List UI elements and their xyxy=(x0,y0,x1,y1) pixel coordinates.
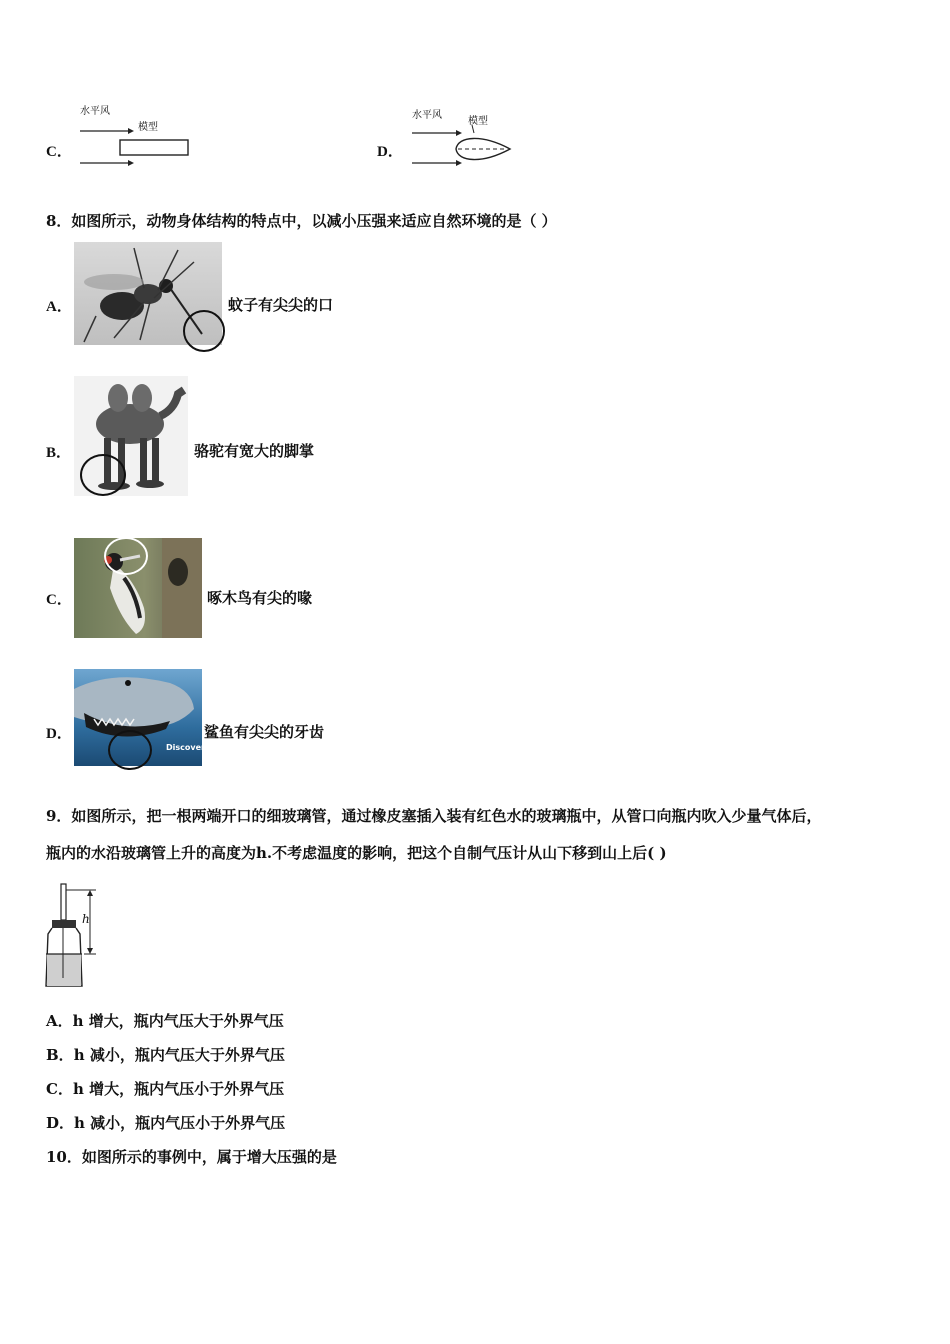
q8-option-b-letter: B． xyxy=(46,445,72,461)
highlight-circle xyxy=(104,537,148,575)
q7-option-c-figure xyxy=(74,100,204,170)
q9-option-c xyxy=(46,1079,284,1099)
q9-option-b-text: h 减小，瓶内气压大于外界气压 xyxy=(73,1046,285,1064)
highlight-circle xyxy=(108,730,152,770)
barometer-diagram xyxy=(42,882,106,990)
q9-option-a-letter: A． xyxy=(46,1012,73,1030)
wind-label: 水平风 xyxy=(80,106,110,117)
q8-option-d-letter: D． xyxy=(46,726,72,742)
q9-option-b-letter: B． xyxy=(46,1046,74,1064)
q9-stem-line1: 9．如图所示，把一根两端开口的细玻璃管，通过橡皮塞插入装有红色水的玻璃瓶中，从管口向瓶内吹入少量气体后， xyxy=(46,807,822,825)
q7-option-d-letter: D． xyxy=(377,144,403,160)
q9-option-d xyxy=(46,1113,285,1133)
q9-stem-line2: 瓶内的水沿玻璃管上升的高度为h.不考虑温度的影响，把这个自制气压计从山下移到山上后( ) xyxy=(46,844,667,862)
q8-option-d-text: 鲨鱼有尖尖的牙齿 xyxy=(204,723,325,741)
wind-label: 水平风 xyxy=(412,110,442,121)
model-label: 模型 xyxy=(138,122,158,133)
height-label: h xyxy=(82,912,90,926)
q8-option-b-text: 骆驼有宽大的脚掌 xyxy=(194,442,315,460)
q7-option-d-figure xyxy=(406,100,536,170)
q9-option-c-letter: C． xyxy=(46,1080,73,1098)
q10-stem: 10．如图所示的事例中，属于增大压强的是 xyxy=(46,1148,337,1166)
discovery-logo: Discovery xyxy=(166,743,211,752)
q8-option-a-letter: A． xyxy=(46,299,72,315)
highlight-circle xyxy=(80,454,126,496)
q7-option-c-letter: C． xyxy=(46,144,72,160)
q9-option-d-letter: D． xyxy=(46,1114,75,1132)
q9-option-c-text: h 增大，瓶内气压小于外界气压 xyxy=(72,1080,285,1098)
q9-option-a xyxy=(46,1011,284,1031)
q9-option-a-text: h 增大，瓶内气压大于外界气压 xyxy=(72,1012,284,1030)
q8-stem: 8．如图所示，动物身体结构的特点中，以减小压强来适应自然环境的是（ ） xyxy=(46,212,557,230)
q9-option-b xyxy=(46,1045,285,1065)
rectangle-model-diagram xyxy=(74,100,204,170)
q8-option-c-text: 啄木鸟有尖的喙 xyxy=(207,589,313,607)
q8-option-a-text: 蚊子有尖尖的口 xyxy=(228,296,334,314)
q9-option-d-text: h 减小，瓶内气压小于外界气压 xyxy=(74,1114,286,1132)
teardrop-model-diagram xyxy=(406,100,536,170)
q8-option-c-letter: C． xyxy=(46,592,72,608)
model-label: 模型 xyxy=(468,116,488,127)
highlight-circle xyxy=(183,310,225,352)
